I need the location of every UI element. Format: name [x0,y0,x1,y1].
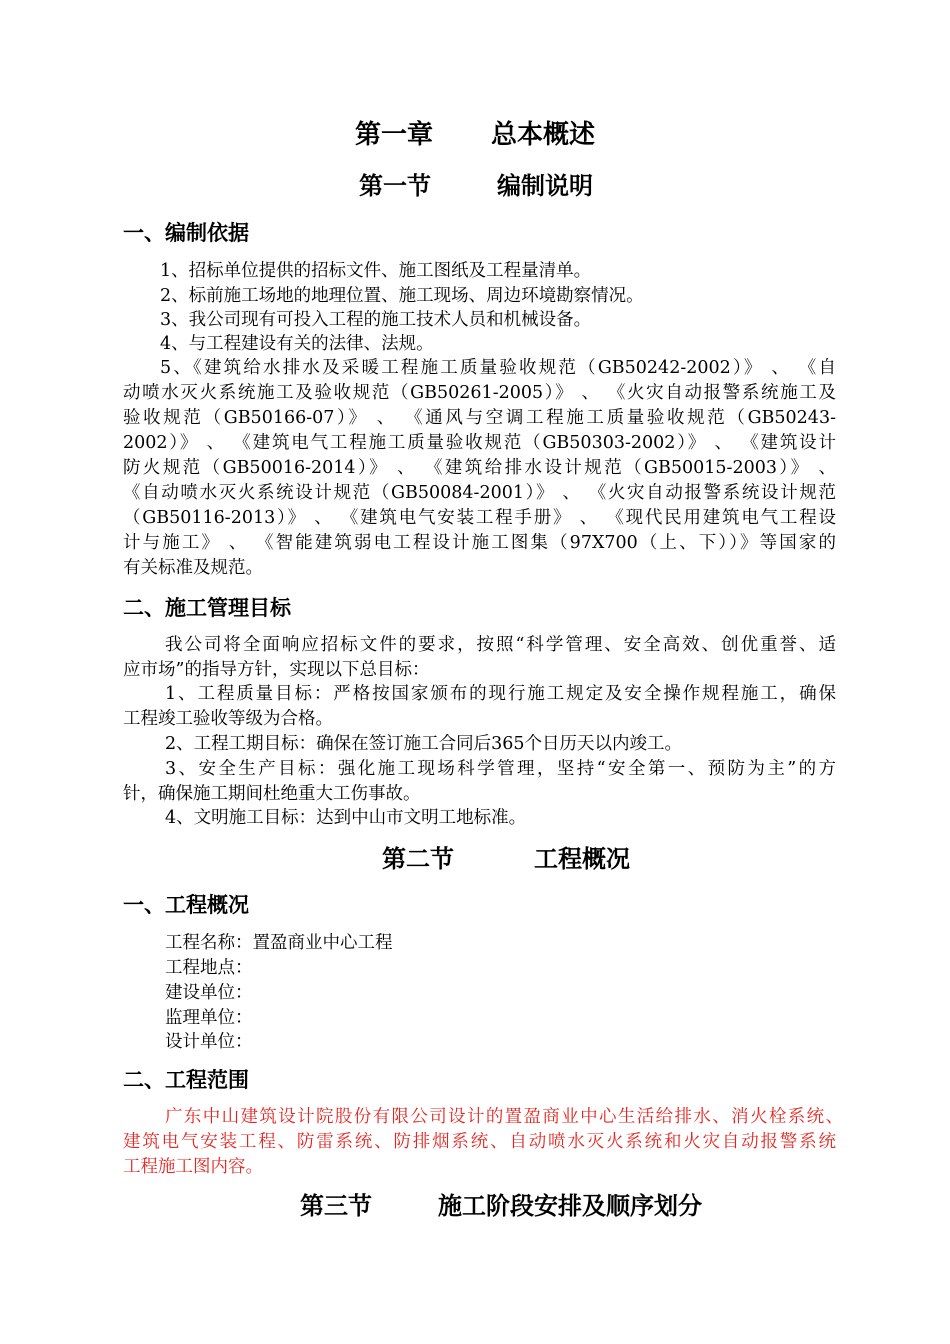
basis-item5-line: 验收规范（GB50166-07）》 、 《通风与空调工程施工质量验收规范（GB50243- [123,408,836,428]
scope-line: 工程施工图内容。 [123,1157,263,1177]
goals-heading: 二、施工管理目标 [123,595,291,620]
basis-item: 3、我公司现有可投入工程的施工技术人员和机械设备。 [160,310,592,330]
goal-1-line: 工程竣工验收等级为合格。 [123,709,333,729]
section-name: 施工阶段安排及顺序划分 [438,1191,702,1220]
section-label: 第一节 [359,171,431,200]
goal-3-line: 针，确保施工期间杜绝重大工伤事故。 [123,784,421,804]
basis-item: 1、招标单位提供的招标文件、施工图纸及工程量清单。 [160,261,592,281]
overview-field: 监理单位： [165,1008,253,1028]
scope-heading: 二、工程范围 [123,1067,249,1092]
overview-field: 工程名称：置盈商业中心工程 [165,933,393,953]
overview-field: 建设单位： [165,983,253,1003]
goal-3-line: 3、安全生产目标：强化施工现场科学管理，坚持“安全第一、预防为主”的方 [165,759,836,779]
overview-heading: 一、工程概况 [123,892,249,917]
goals-intro-line: 应市场”的指导方针，实现以下总目标： [123,660,430,680]
basis-item: 4、与工程建设有关的法律、法规。 [160,334,434,354]
section-label: 第三节 [300,1191,372,1220]
basis-heading: 一、编制依据 [123,220,249,245]
goal-4: 4、文明施工目标：达到中山市文明工地标准。 [165,808,527,828]
goal-1-line: 1、工程质量目标：严格按国家颁布的现行施工规定及安全操作规程施工，确保 [165,684,836,704]
basis-item5-line: 计与施工》 、 《智能建筑弱电工程设计施工图集（97X700（上、下））》等国家的 [123,533,836,553]
basis-item: 2、标前施工场地的地理位置、施工现场、周边环境勘察情况。 [160,286,644,306]
basis-item5-line: 《自动喷水灭火系统设计规范（GB50084-2001）》 、 《火灾自动报警系统设计规范 [123,483,836,503]
section-label: 第二节 [382,844,454,873]
basis-item5-line: 防火规范（GB50016-2014）》 、 《建筑给排水设计规范（GB50015-2003）》 、 [123,458,836,478]
scope-line: 建筑电气安装工程、防雷系统、防排烟系统、自动喷水灭火系统和火灾自动报警系统 [123,1132,836,1152]
section-title [382,839,630,874]
basis-item5-line: 动喷水灭火系统施工及验收规范（GB50261-2005）》 、 《火灾自动报警系统施工及 [123,383,836,403]
section-title [300,1186,702,1221]
section-name: 编制说明 [497,171,593,200]
basis-item5-line: 2002）》 、 《建筑电气工程施工质量验收规范（GB50303-2002）》 、 《建筑设计 [123,433,836,453]
chapter-label: 第一章 [354,120,433,150]
chapter-name: 总本概述 [491,120,596,150]
basis-item5-line: 有关标准及规范。 [123,558,263,578]
goals-intro-line: 我公司将全面响应招标文件的要求，按照“科学管理、安全高效、创优重誉、适 [165,635,836,655]
basis-item5-line: （GB50116-2013）》 、 《建筑电气安装工程手册》 、 《现代民用建筑电气工程设 [123,508,836,528]
section-title [359,166,593,201]
overview-field: 设计单位： [165,1032,253,1052]
basis-item5-line: 5、《建筑给水排水及采暖工程施工质量验收规范（GB50242-2002）》 、 《自 [160,358,836,378]
section-name: 工程概况 [534,844,630,873]
overview-field: 工程地点： [165,958,253,978]
chapter-title [0,114,950,151]
goal-2: 2、工程工期目标：确保在签订施工合同后365个日历天以内竣工。 [165,734,683,754]
scope-line: 广东中山建筑设计院股份有限公司设计的置盈商业中心生活给排水、消火栓系统、 [165,1107,843,1127]
